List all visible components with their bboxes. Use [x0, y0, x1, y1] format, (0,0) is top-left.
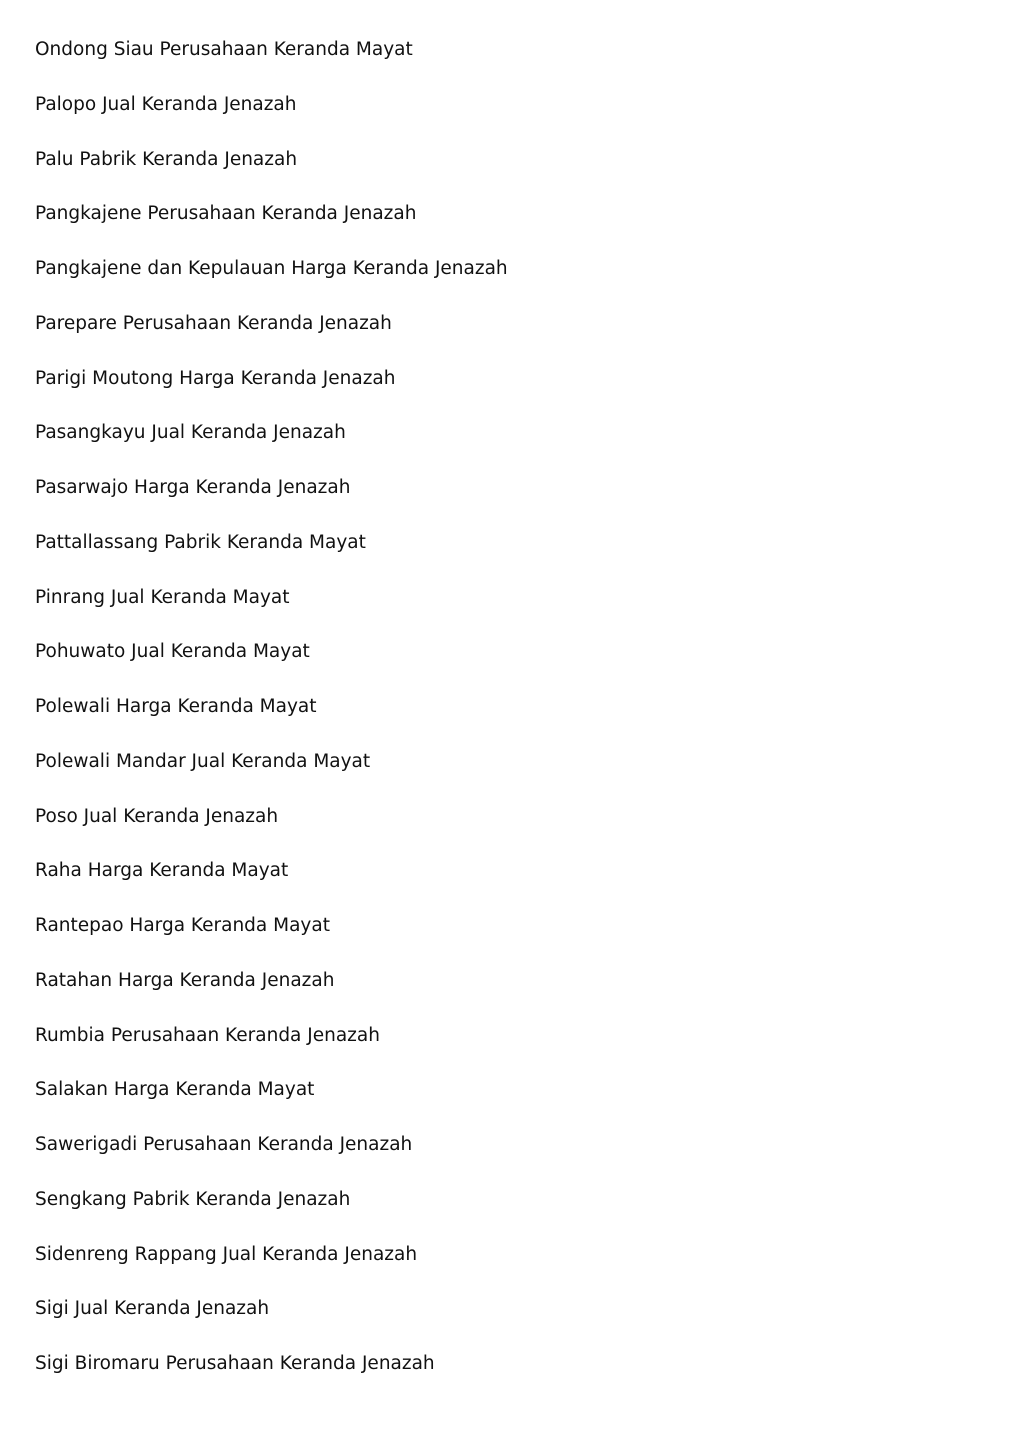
list-item: Pasangkayu Jual Keranda Jenazah: [35, 422, 346, 444]
list-item: Ondong Siau Perusahaan Keranda Mayat: [35, 39, 413, 60]
list-item: Pasarwajo Harga Keranda Jenazah: [35, 477, 351, 498]
list-item: Poso Jual Keranda Jenazah: [35, 805, 279, 827]
list-item: Sigi Biromaru Perusahaan Keranda Jenazah: [35, 1353, 435, 1374]
list-item: Sengkang Pabrik Keranda Jenazah: [35, 1188, 351, 1210]
list-item: Sawerigadi Perusahaan Keranda Jenazah: [35, 1134, 413, 1155]
list-item: Parigi Moutong Harga Keranda Jenazah: [35, 367, 396, 389]
list-item: Rantepao Harga Keranda Mayat: [35, 915, 330, 936]
list-item: Pohuwato Jual Keranda Mayat: [35, 641, 310, 663]
list-item: Pattallassang Pabrik Keranda Mayat: [35, 531, 366, 553]
list-item: Palopo Jual Keranda Jenazah: [35, 93, 297, 115]
list-item: Polewali Harga Keranda Mayat: [35, 696, 317, 717]
list-item: Pangkajene dan Kepulauan Harga Keranda Jenazah: [35, 258, 508, 279]
keyword-list: [35, 37, 508, 1406]
list-item: Pinrang Jual Keranda Mayat: [35, 586, 290, 608]
list-item: Rumbia Perusahaan Keranda Jenazah: [35, 1024, 380, 1046]
list-item: Raha Harga Keranda Mayat: [35, 860, 289, 882]
list-item: Polewali Mandar Jual Keranda Mayat: [35, 750, 371, 772]
list-item: Ratahan Harga Keranda Jenazah: [35, 969, 335, 991]
list-item: Salakan Harga Keranda Mayat: [35, 1079, 315, 1101]
list-item: Pangkajene Perusahaan Keranda Jenazah: [35, 203, 417, 225]
list-item: Sidenreng Rappang Jual Keranda Jenazah: [35, 1243, 418, 1265]
list-item: Parepare Perusahaan Keranda Jenazah: [35, 312, 392, 334]
list-item: Sigi Jual Keranda Jenazah: [35, 1298, 270, 1320]
list-item: Palu Pabrik Keranda Jenazah: [35, 148, 298, 170]
